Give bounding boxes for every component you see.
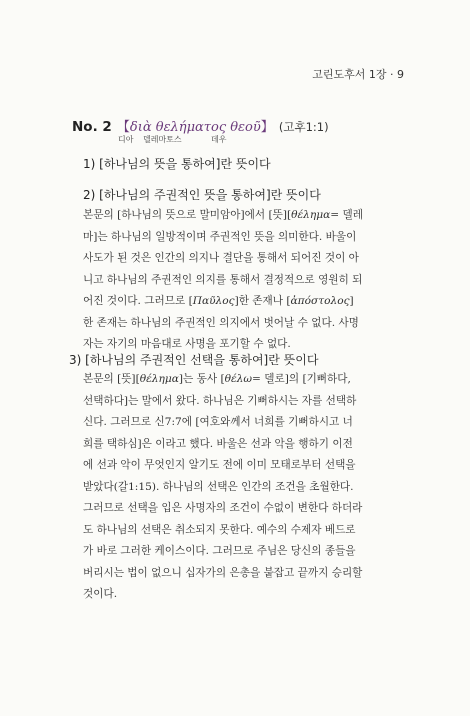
- text-line: 버리시는 법이 없으니 십자가의 은총을 붙잡고 끝까지 승리할: [83, 566, 363, 579]
- entry-number: No. 2: [72, 119, 112, 135]
- text-line: 마]는 하나님의 일방적이며 주권적인 뜻을 의미한다. 바울이: [83, 230, 357, 243]
- item-3-paragraph: [83, 369, 403, 606]
- text-line: 받았다(갈1:15). 하나님의 선택은 인간의 조건을 초월한다.: [83, 480, 354, 493]
- running-head: 고린도후서 1장 · 9: [312, 68, 404, 81]
- open-bracket: 【: [116, 120, 130, 135]
- entry-title: [72, 116, 402, 135]
- text-line: 니고 하나님의 주권적인 의지를 통해서 결정적으로 영원히 되: [83, 273, 363, 286]
- text-line: 신다. 그러므로 신7:7에 [여호와께서 너희를 기뻐하시고 너: [83, 416, 353, 428]
- pronunciation-thelematos: 델레마토스: [143, 135, 182, 144]
- greek-phrase: διὰ θελήματος θεοῦ: [129, 120, 261, 135]
- pronunciation-theou: 데우: [211, 135, 227, 144]
- text-line: 본문의 [하나님의 뜻으로 말미암아]에서 [뜻][θέλημα= 델레: [83, 209, 363, 221]
- close-bracket: 】: [260, 120, 274, 135]
- text-line: 한 존재는 하나님의 주권적인 의지에서 벗어날 수 없다. 사명: [83, 316, 359, 329]
- text-line: 사도가 된 것은 인간의 의지나 결단을 통해서 되어진 것이 아: [83, 252, 359, 264]
- text-line: 가 바로 그러한 케이스이다. 그러므로 주님은 당신의 종들을: [83, 545, 356, 557]
- text-line: 선택하다]는 말에서 왔다. 하나님은 기뻐하시는 자를 선택하: [83, 394, 357, 407]
- text-line: 어진 것이다. 그러므로 [Παῦλος]한 존재나 [ἀπόστολος]: [83, 295, 354, 307]
- item-heading-1: 1) [하나님의 뜻을 통하여]란 뜻이다: [83, 157, 271, 171]
- item-heading-2: 2) [하나님의 주권적인 뜻을 통하여]란 뜻이다: [83, 188, 321, 202]
- text-line: 자는 자기의 마음대로 사명을 포기할 수 없다.: [83, 338, 291, 350]
- text-line: 본문의 [뜻][θέλημα]는 동사 [θέλω= 델로]의 [기뻐하다,: [83, 373, 351, 385]
- text-line: 에 선과 악이 무엇인지 알기도 전에 이미 모태로부터 선택을: [83, 459, 356, 471]
- item-heading-3: 3) [하나님의 주권적인 선택을 통하여]란 뜻이다: [69, 353, 319, 367]
- text-line: 도 하나님의 선택은 취소되지 못한다. 예수의 수제자 베드로: [83, 523, 356, 536]
- text-line: 희를 택하심]은 이라고 했다. 바울은 선과 악을 행하기 이전: [83, 437, 353, 450]
- text-line: 그러므로 선택을 입은 사명자의 조건이 수없이 변한다 하더라: [83, 502, 363, 514]
- scripture-reference: (고후1:1): [278, 120, 329, 134]
- pronunciation-dia: 디아: [118, 135, 134, 144]
- item-2-paragraph: [83, 205, 403, 356]
- text-line: 것이다.: [83, 588, 118, 600]
